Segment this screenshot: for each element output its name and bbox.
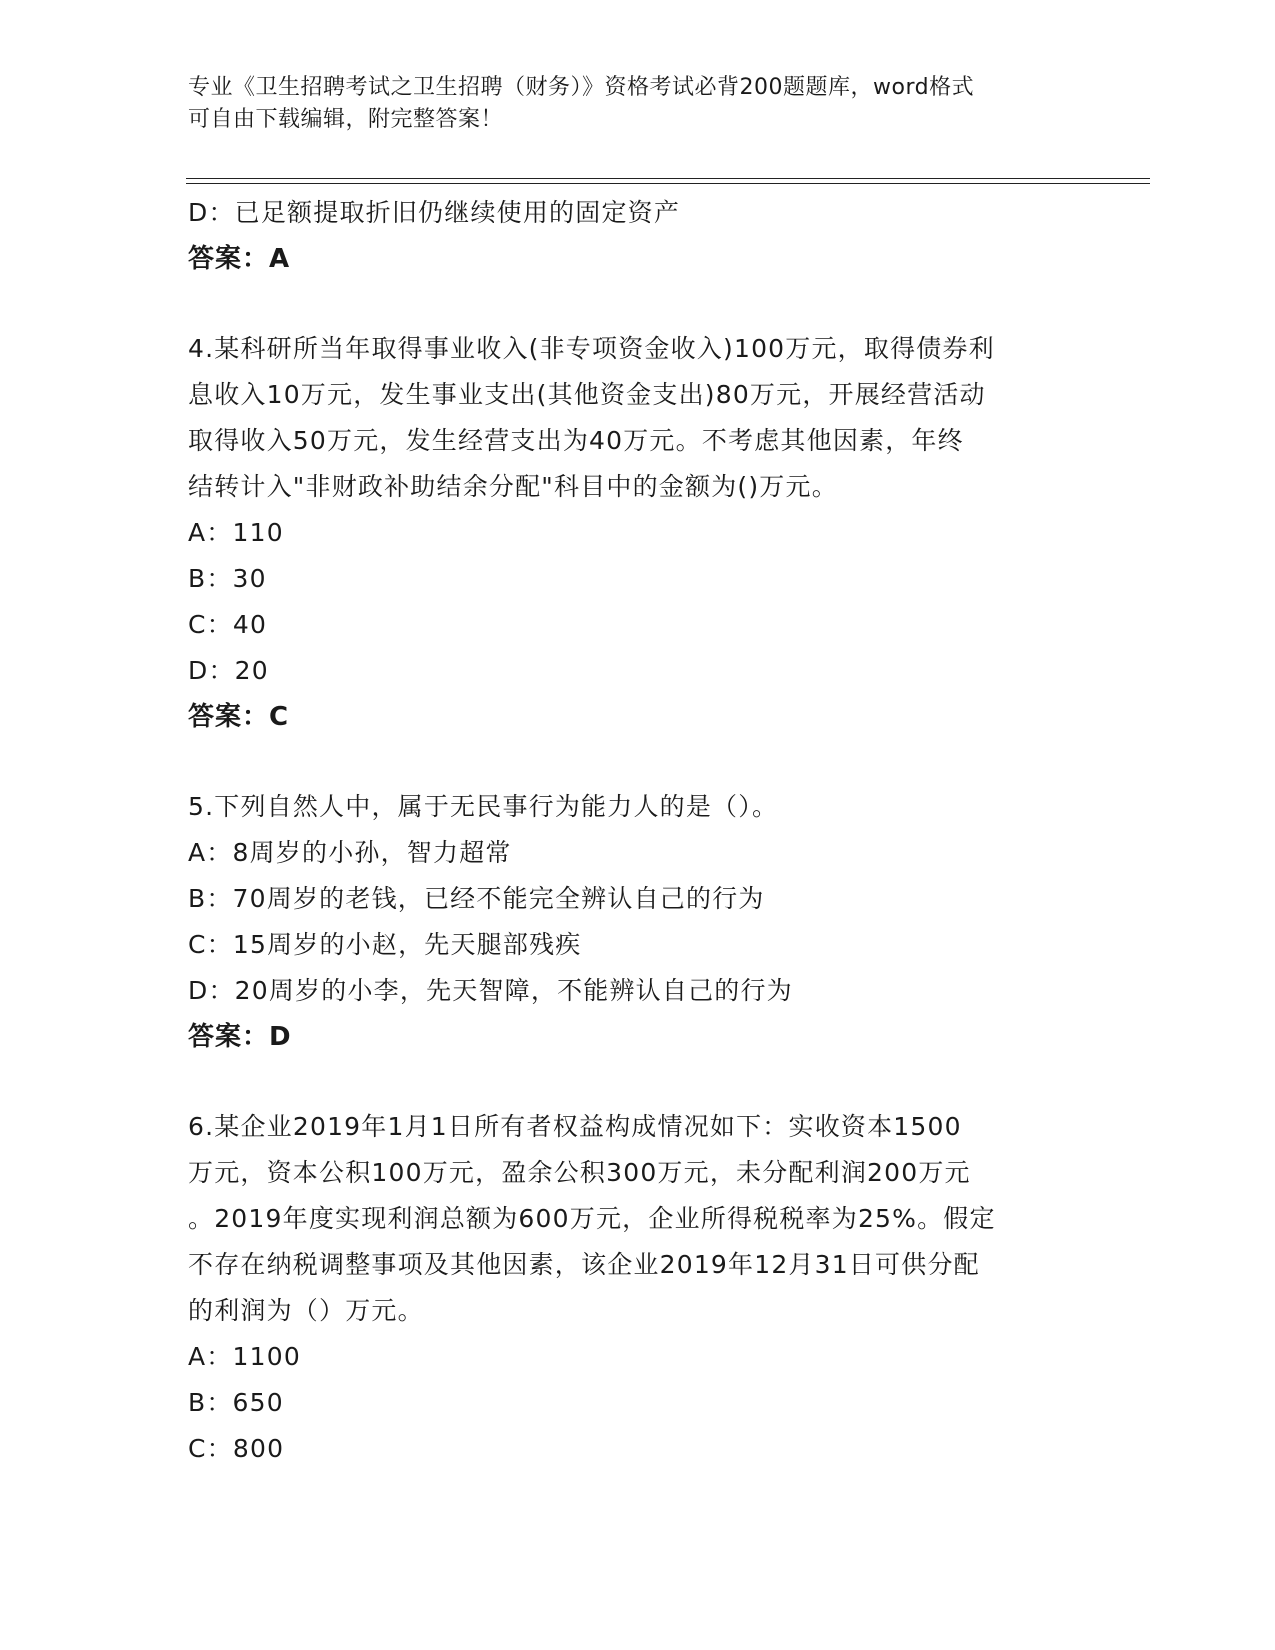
option-c: C：40: [188, 610, 268, 639]
option-d: D：已足额提取折旧仍继续使用的固定资产: [188, 198, 681, 227]
option-d: D：20周岁的小李，先天智障，不能辨认自己的行为: [188, 976, 793, 1005]
question-text-line: 不存在纳税调整事项及其他因素，该企业2019年12月31日可供分配: [188, 1250, 980, 1279]
option-a: A：8周岁的小孙，智力超常: [188, 838, 512, 867]
option-a: A：110: [188, 518, 284, 547]
spacer: [188, 1060, 1088, 1104]
header-divider-top: [186, 178, 1150, 179]
option-c: C：15周岁的小赵，先天腿部残疾: [188, 930, 582, 959]
option-b: B：30: [188, 564, 267, 593]
answer: 答案：D: [188, 1022, 292, 1052]
question-text-line: 5.下列自然人中，属于无民事行为能力人的是（）。: [188, 792, 779, 821]
option-c: C：800: [188, 1434, 285, 1463]
question-text-line: 万元，资本公积100万元，盈余公积300万元，未分配利润200万元: [188, 1158, 971, 1187]
spacer: [188, 740, 1088, 784]
option-b: B：70周岁的老钱，已经不能完全辨认自己的行为: [188, 884, 765, 913]
question-text-line: 息收入10万元，发生事业支出(其他资金支出)80万元，开展经营活动: [188, 380, 986, 409]
question-text-line: 结转计入"非财政补助结余分配"科目中的金额为()万元。: [188, 472, 838, 501]
question-text-line: 。2019年度实现利润总额为600万元，企业所得税税率为25%。假定: [188, 1204, 996, 1233]
answer: 答案：C: [188, 702, 290, 732]
question-text-line: 4.某科研所当年取得事业收入(非专项资金收入)100万元，取得债券利: [188, 334, 995, 363]
answer: 答案：A: [188, 244, 291, 274]
question-text-line: 6.某企业2019年1月1日所有者权益构成情况如下：实收资本1500: [188, 1112, 962, 1141]
option-a: A：1100: [188, 1342, 301, 1371]
option-d: D：20: [188, 656, 269, 685]
header-line-1: 专业《卫生招聘考试之卫生招聘（财务）》资格考试必背200题题库，word格式: [188, 75, 975, 100]
document-header: [188, 72, 1068, 136]
option-b: B：650: [188, 1388, 284, 1417]
question-5: [188, 784, 1088, 1060]
header-line-2: 可自由下载编辑，附完整答案！: [188, 107, 504, 132]
header-divider-bottom: [186, 183, 1150, 184]
document-body: [188, 190, 1088, 1472]
spacer: [188, 282, 1088, 326]
question-4: [188, 326, 1088, 740]
question-6: [188, 1104, 1088, 1472]
question-text-line: 的利润为（）万元。: [188, 1296, 424, 1325]
question-text-line: 取得收入50万元，发生经营支出为40万元。不考虑其他因素，年终: [188, 426, 964, 455]
previous-question-tail: [188, 190, 1088, 282]
